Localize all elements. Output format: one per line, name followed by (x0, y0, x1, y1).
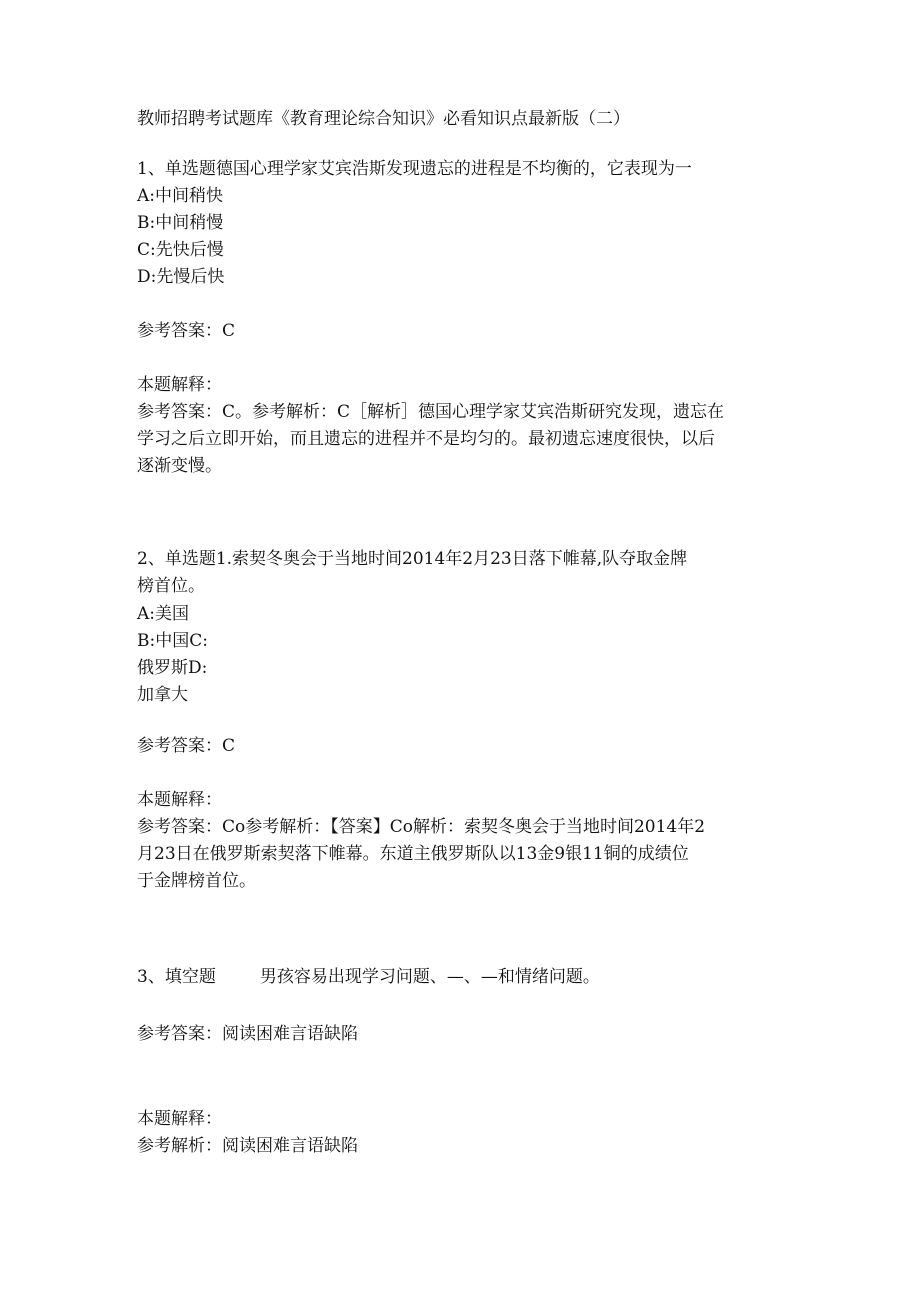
question-2-explanation-line: 于金牌榜首位。 (137, 871, 256, 891)
question-1-explanation-line: 逐渐变慢。 (137, 456, 222, 476)
question-3-type-label: 3、填空题 (137, 967, 216, 987)
question-3-answer: 参考答案：阅读困难言语缺陷 (137, 1024, 358, 1044)
question-2-explanation-line: 参考答案：Co参考解析：【答案】Co解析：索契冬奥会于当地时间2014年2 (137, 817, 706, 837)
question-3-explanation-heading: 本题解释： (137, 1109, 222, 1129)
question-1-option-c: C:先快后慢 (137, 240, 224, 260)
question-3-explanation-line: 参考解析：阅读困难言语缺陷 (137, 1136, 358, 1156)
question-2-stem-line: 2、单选题1.索契冬奥会于当地时间2014年2月23日落下帷幕,队夺取金牌 (137, 549, 688, 569)
question-1-option-b: B:中间稍慢 (137, 213, 224, 233)
question-2-option-line: 加拿大 (137, 685, 188, 705)
question-1-option-a: A:中间稍快 (137, 186, 224, 206)
question-1-option-d: D:先慢后快 (137, 267, 225, 287)
question-1-stem: 1、单选题德国心理学家艾宾浩斯发现遗忘的进程是不均衡的，它表现为一 (137, 159, 692, 179)
question-1-explanation-line: 参考答案：C。参考解析：C［解析］德国心理学家艾宾浩斯研究发现，遗忘在 (137, 402, 725, 422)
question-3-stem-row (137, 964, 600, 990)
document-title: 教师招聘考试题库《教育理论综合知识》必看知识点最新版（二） (137, 109, 630, 129)
question-2-explanation-line: 月23日在俄罗斯索契落下帷幕。东道主俄罗斯队以13金9银11铜的成绩位 (137, 844, 689, 864)
question-1-answer: 参考答案：C (137, 321, 236, 341)
question-2-option-line: A:美国 (137, 604, 190, 624)
question-3-stem: 男孩容易出现学习问题、—、—和情绪问题。 (259, 967, 600, 987)
question-2-option-line: 俄罗斯D: (137, 658, 208, 678)
question-1-explanation-heading: 本题解释： (137, 375, 222, 395)
question-2-option-line: B:中国C: (137, 631, 208, 651)
question-2-answer: 参考答案：C (137, 736, 236, 756)
question-2-stem-line: 榜首位。 (137, 576, 205, 596)
question-2-explanation-heading: 本题解释： (137, 790, 222, 810)
question-1-explanation-line: 学习之后立即开始，而且遗忘的进程并不是均匀的。最初遗忘速度很快，以后 (137, 429, 715, 449)
